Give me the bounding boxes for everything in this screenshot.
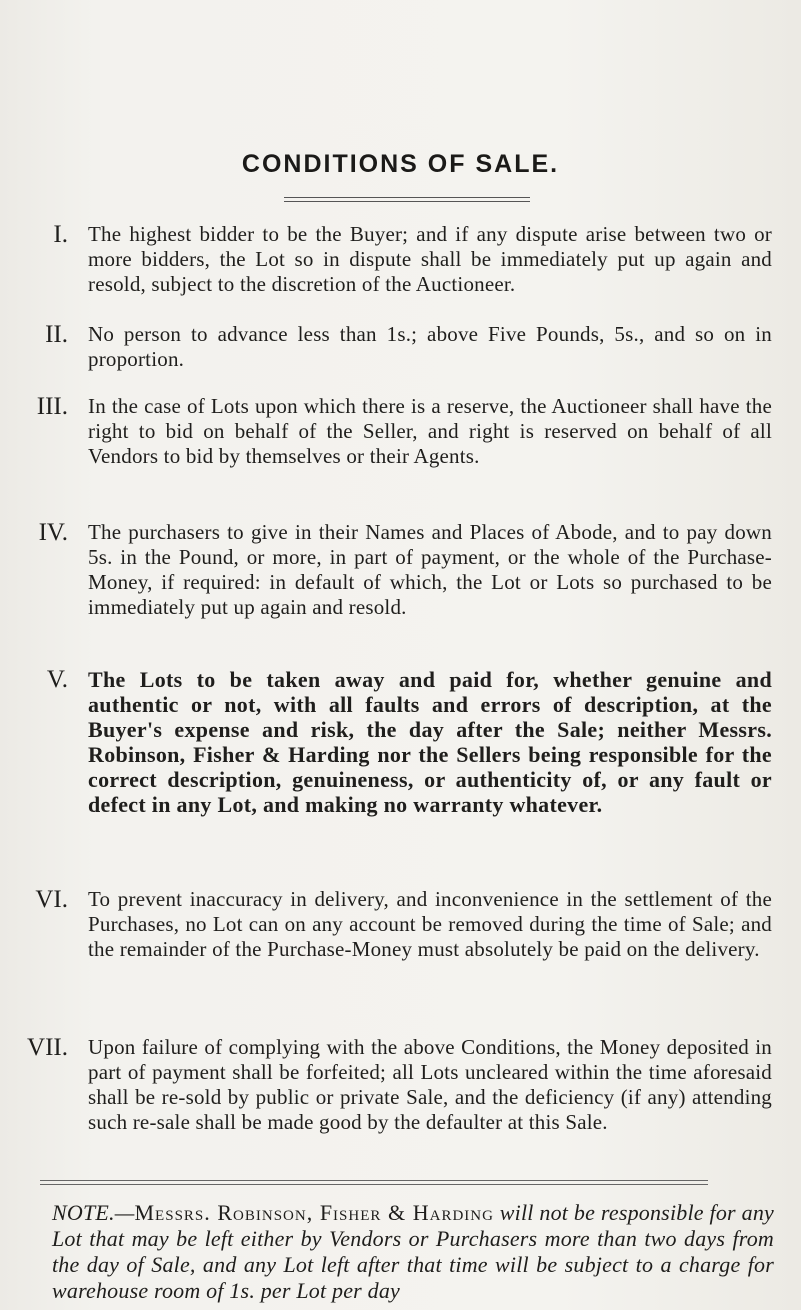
condition-numeral: VII.: [27, 1034, 68, 1061]
note-text: will not be responsible for any Lot that may be left either by Vendors or Purchasers more than two days from the day of Sale, and any Lot left after that time will be subject to a charge for warehouse room of 1s. per Lot per day: [52, 1200, 774, 1303]
condition-text: No person to advance less than 1s.; above Five Pounds, 5s., and so on in proportion.: [88, 322, 772, 371]
condition-numeral: VI.: [35, 886, 68, 913]
condition-text: In the case of Lots upon which there is a reserve, the Auctioneer shall have the right to bid on behalf of the Seller, and right is reserved on behalf of all Vendors to bid by themselves or their Agents.: [88, 394, 772, 468]
note-lead: NOTE.—: [52, 1200, 135, 1225]
condition-text: The highest bidder to be the Buyer; and if any dispute arise between two or more bidders, the Lot so in dispute shall be immediately put up again and resold, subject to the discretion of the Auctioneer.: [88, 222, 772, 296]
condition-numeral: IV.: [38, 519, 68, 546]
condition-numeral: II.: [45, 321, 68, 348]
note-paragraph: [52, 1200, 774, 1304]
condition-text: To prevent inaccuracy in delivery, and inconvenience in the settlement of the Purchases, no Lot can on any account be removed during the time of Sale; and the remainder of the Purchase-Money must absolutely be paid on the delivery.: [88, 887, 772, 961]
condition-numeral: V.: [46, 666, 68, 693]
condition-text: The Lots to be taken away and paid for, whether genuine and authentic or not, with all faults and errors of description, at the Buyer's expense and risk, the day after the Sale; neither Messrs. Robinson, Fisher & Harding nor the Sellers being responsible for the correct description, genuineness, or authenticity of, or any fault or defect in any Lot, and making no warranty whatever.: [88, 667, 772, 817]
condition-numeral: III.: [36, 393, 68, 420]
page-title: CONDITIONS OF SALE.: [241, 150, 560, 178]
note-firm-names: Messrs. Robinson, Fisher & Harding: [134, 1200, 494, 1225]
title-rule: [284, 197, 530, 202]
condition-numeral: I.: [53, 221, 68, 248]
condition-text: Upon failure of complying with the above Conditions, the Money deposited in part of payment shall be forfeited; all Lots uncleared within the time aforesaid shall be re-sold by public or private Sale, and the deficiency (if any) attending such re-sale shall be made good by the defaulter at this Sale.: [88, 1035, 772, 1134]
note-rule: [40, 1180, 708, 1185]
condition-text: The purchasers to give in their Names and Places of Abode, and to pay down 5s. in the Pound, or more, in part of payment, or the whole of the Purchase-Money, if required: in default of which, the Lot or Lots so purchased to be immediately put up again and resold.: [88, 520, 772, 619]
